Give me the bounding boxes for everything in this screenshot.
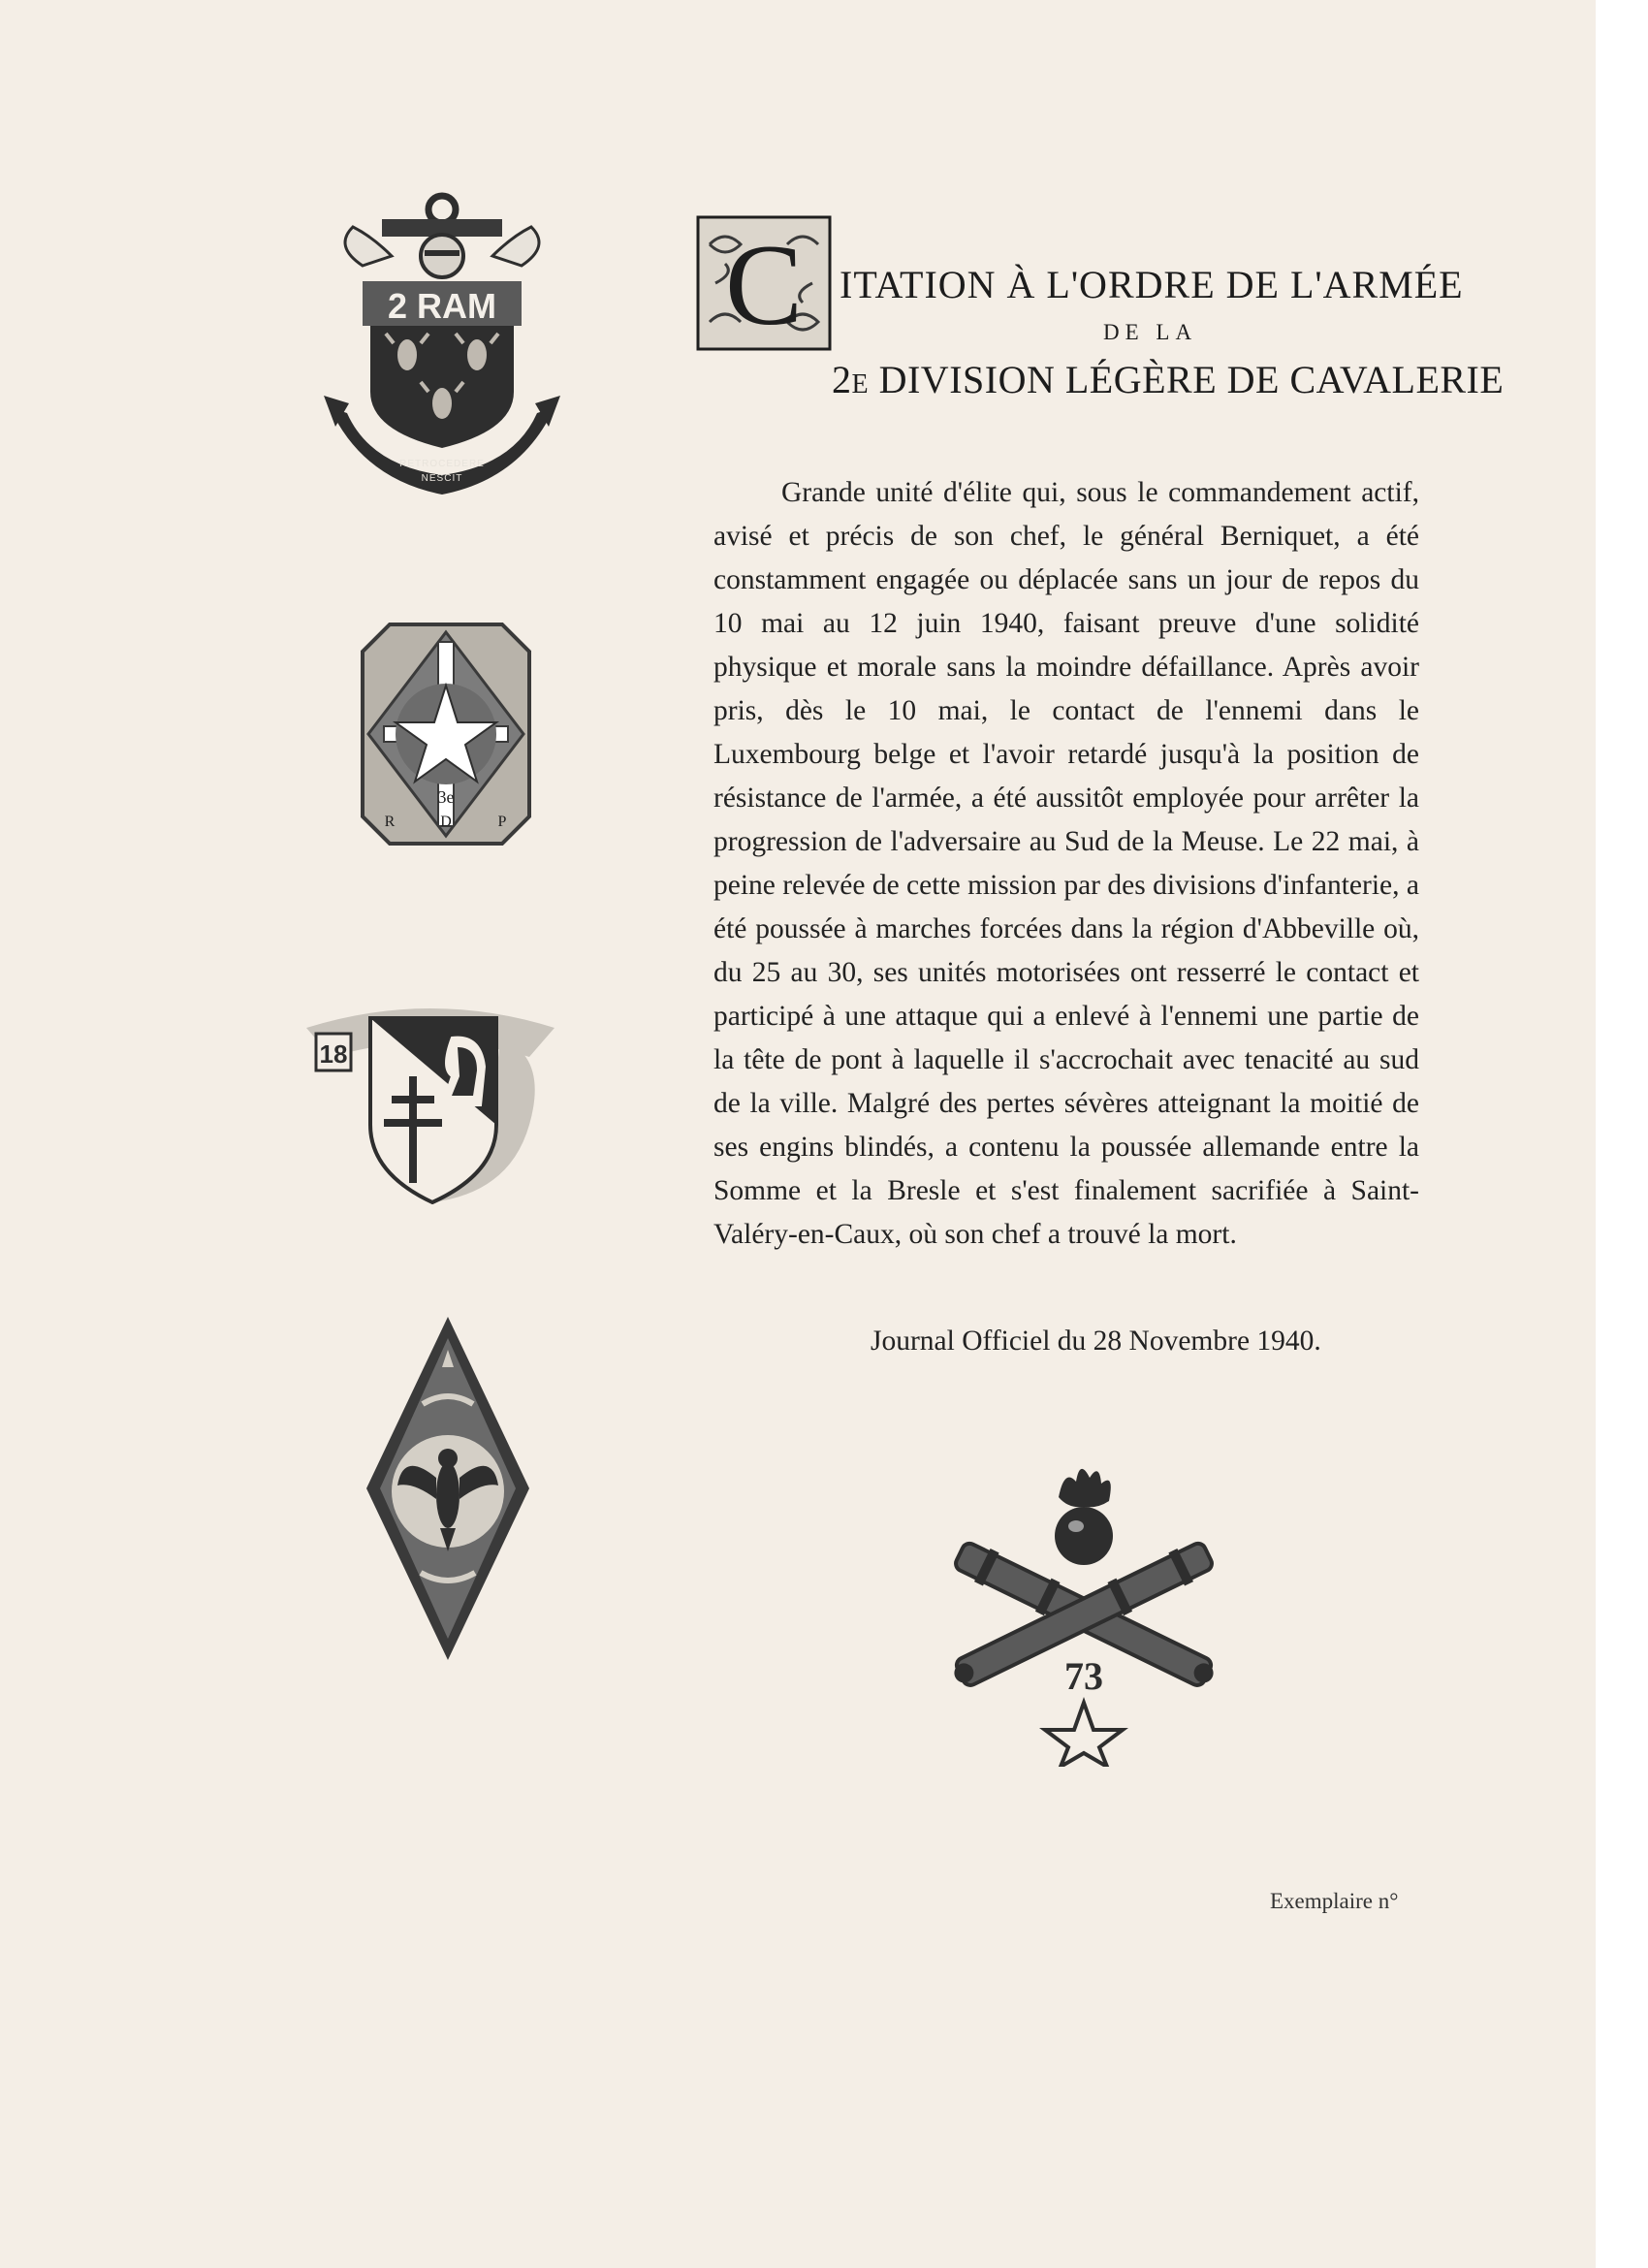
journal-reference: Journal Officiel du 28 Novembre 1940. — [871, 1326, 1321, 1357]
anchor-shield-icon — [324, 188, 560, 514]
rdp-letter-center: D — [440, 814, 452, 830]
ram-label: 2 RAM — [387, 286, 497, 326]
ram-motto-line1: RETROCEDERE — [399, 459, 485, 469]
title-line3: 2e DIVISION LÉGÈRE DE CAVALERIE — [832, 358, 1505, 401]
ornamental-drop-cap — [696, 215, 832, 351]
eagle-diamond-icon — [364, 1315, 531, 1662]
rdp-insignia — [361, 623, 531, 846]
artillery-number: 73 — [1064, 1654, 1103, 1698]
eighteen-insignia — [306, 999, 555, 1204]
eighteen-number: 18 — [319, 1039, 348, 1069]
scan-margin — [1596, 0, 1648, 2268]
title-line2: DE LA — [1103, 320, 1198, 344]
lorraine-cross-knight-icon — [306, 999, 555, 1204]
rdp-letter-left: R — [384, 814, 396, 830]
star-cross-badge-icon — [361, 623, 531, 846]
rdp-number: 3e — [437, 787, 455, 807]
citation-title — [696, 211, 1505, 405]
title-line1: ITATION À L'ORDRE DE L'ARMÉE — [840, 263, 1464, 306]
crossed-cannons-icon — [942, 1458, 1225, 1767]
artillery-insignia — [942, 1458, 1225, 1767]
eagle-insignia — [364, 1315, 531, 1662]
rdp-letter-right: P — [497, 814, 507, 830]
ram-motto-line2: NESCIT — [421, 473, 463, 484]
citation-body: Grande unité d'élite qui, sous le commandement actif, avisé et précis de son chef, le général Berniquet, a été constamment engagée ou déplacée sans un jour de repos du 10 mai au 12 juin 1940, faisant preuve d'une solidité physique et morale sans la moindre défaillance. Après avoir pris, dès le 10 mai, le contact de l'ennemi dans le Luxembourg belge et l'avoir retardé jusqu'à la position de résistance de l'armée, a été aussitôt employée pour arrêter la progression de l'adversaire au Sud de la Meuse. Le 22 mai, à peine relevée de cette mission par des divisions d'infanterie, a été poussée à marches forcées dans la région d'Abbeville où, du 25 au 30, ses unités motorisées ont resserré le contact et participé à une attaque qui a enlevé à l'ennemi une partie de la tête de pont à laquelle il s'accrochait avec tenacité au sud de la ville. Malgré des pertes sévères atteignant la moitié de ses engins blindés, a contenu la poussée allemande entre la Somme et la Bresle et s'est finalement sacrifiée à Saint-Valéry-en-Caux, où son chef a trouvé la mort. — [713, 477, 1419, 1250]
ram-insignia — [324, 188, 560, 514]
drop-cap-letter: C — [724, 220, 804, 349]
exemplaire-number: Exemplaire n° — [1270, 1889, 1399, 1913]
